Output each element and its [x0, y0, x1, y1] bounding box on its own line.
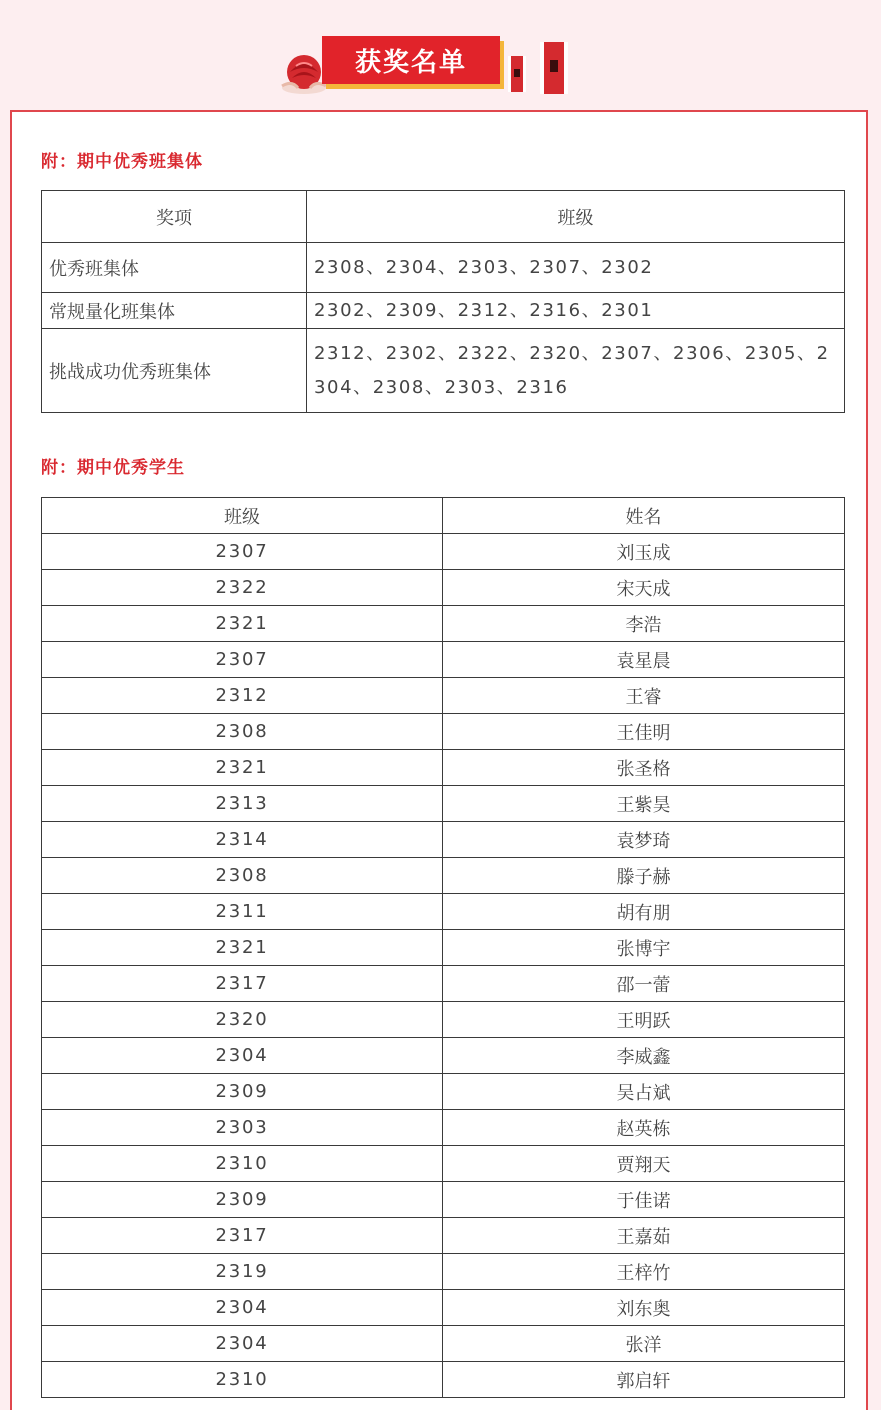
- student-class: 2307: [42, 642, 443, 678]
- student-class: 2309: [42, 1074, 443, 1110]
- student-class: 2307: [42, 534, 443, 570]
- table-header-row: [42, 498, 845, 534]
- student-class: 2308: [42, 714, 443, 750]
- student-name: 张洋: [443, 1326, 845, 1362]
- student-class: 2304: [42, 1038, 443, 1074]
- awards-panel: [10, 110, 868, 1410]
- page-title: 获奖名单: [322, 36, 500, 84]
- student-name: 张圣格: [443, 750, 845, 786]
- student-name: 吴占斌: [443, 1074, 845, 1110]
- column-header-name: 姓名: [443, 498, 845, 534]
- table-row: [42, 570, 845, 606]
- student-class: 2308: [42, 858, 443, 894]
- table-row: [42, 534, 845, 570]
- student-class: 2311: [42, 894, 443, 930]
- table-row: [42, 293, 845, 329]
- student-name: 赵英栋: [443, 1110, 845, 1146]
- student-name: 李威鑫: [443, 1038, 845, 1074]
- table-row: [42, 1362, 845, 1398]
- student-class: 2304: [42, 1326, 443, 1362]
- column-header-award: 奖项: [42, 191, 307, 243]
- award-classes: 2302、2309、2312、2316、2301: [307, 293, 845, 329]
- student-name: 王梓竹: [443, 1254, 845, 1290]
- student-class: 2313: [42, 786, 443, 822]
- student-class: 2304: [42, 1290, 443, 1326]
- student-name: 王明跃: [443, 1002, 845, 1038]
- student-class: 2314: [42, 822, 443, 858]
- table-row: [42, 1182, 845, 1218]
- collective-awards-table: [41, 190, 845, 413]
- table-row: [42, 1290, 845, 1326]
- page-header: [0, 0, 881, 108]
- student-name: 宋天成: [443, 570, 845, 606]
- table-row: [42, 786, 845, 822]
- student-class: 2303: [42, 1110, 443, 1146]
- column-header-class: 班级: [42, 498, 443, 534]
- student-name: 张博宇: [443, 930, 845, 966]
- student-name: 于佳诺: [443, 1182, 845, 1218]
- table-row: [42, 1074, 845, 1110]
- student-class: 2309: [42, 1182, 443, 1218]
- table-row: [42, 1254, 845, 1290]
- student-name: 袁梦琦: [443, 822, 845, 858]
- student-name: 滕子赫: [443, 858, 845, 894]
- table-row: [42, 930, 845, 966]
- student-name: 王睿: [443, 678, 845, 714]
- student-name: 李浩: [443, 606, 845, 642]
- student-class: 2310: [42, 1146, 443, 1182]
- student-name: 邵一蕾: [443, 966, 845, 1002]
- student-class: 2322: [42, 570, 443, 606]
- student-name: 王紫昊: [443, 786, 845, 822]
- student-name: 王佳明: [443, 714, 845, 750]
- table-row: [42, 243, 845, 293]
- table-row: [42, 822, 845, 858]
- table-row: [42, 966, 845, 1002]
- student-class: 2319: [42, 1254, 443, 1290]
- student-name: 刘东奥: [443, 1290, 845, 1326]
- table-row: [42, 858, 845, 894]
- table-header-row: [42, 191, 845, 243]
- student-class: 2317: [42, 1218, 443, 1254]
- table-row: [42, 750, 845, 786]
- student-class: 2321: [42, 606, 443, 642]
- award-name: 优秀班集体: [42, 243, 307, 293]
- column-header-class: 班级: [307, 191, 845, 243]
- collective-section-title: 附：期中优秀班集体: [41, 152, 203, 172]
- students-table: [41, 497, 845, 1398]
- table-row: [42, 894, 845, 930]
- table-row: [42, 1218, 845, 1254]
- table-row: [42, 642, 845, 678]
- student-name: 王嘉茹: [443, 1218, 845, 1254]
- student-name: 郭启轩: [443, 1362, 845, 1398]
- students-section-title: 附：期中优秀学生: [41, 458, 185, 478]
- student-class: 2320: [42, 1002, 443, 1038]
- student-name: 胡有朋: [443, 894, 845, 930]
- student-class: 2310: [42, 1362, 443, 1398]
- table-row: [42, 1146, 845, 1182]
- table-row: [42, 1326, 845, 1362]
- table-row: [42, 714, 845, 750]
- student-name: 贾翔天: [443, 1146, 845, 1182]
- student-name: 袁星晨: [443, 642, 845, 678]
- student-class: 2312: [42, 678, 443, 714]
- award-classes: 2312、2302、2322、2320、2307、2306、2305、2304、2308、2303、2316: [307, 329, 845, 413]
- award-name: 挑战成功优秀班集体: [42, 329, 307, 413]
- student-class: 2317: [42, 966, 443, 1002]
- award-name: 常规量化班集体: [42, 293, 307, 329]
- student-name: 刘玉成: [443, 534, 845, 570]
- lantern-icon: [506, 42, 572, 94]
- table-row: [42, 606, 845, 642]
- student-class: 2321: [42, 930, 443, 966]
- table-row: [42, 329, 845, 413]
- award-classes: 2308、2304、2303、2307、2302: [307, 243, 845, 293]
- table-row: [42, 1002, 845, 1038]
- table-row: [42, 678, 845, 714]
- table-row: [42, 1038, 845, 1074]
- student-class: 2321: [42, 750, 443, 786]
- table-row: [42, 1110, 845, 1146]
